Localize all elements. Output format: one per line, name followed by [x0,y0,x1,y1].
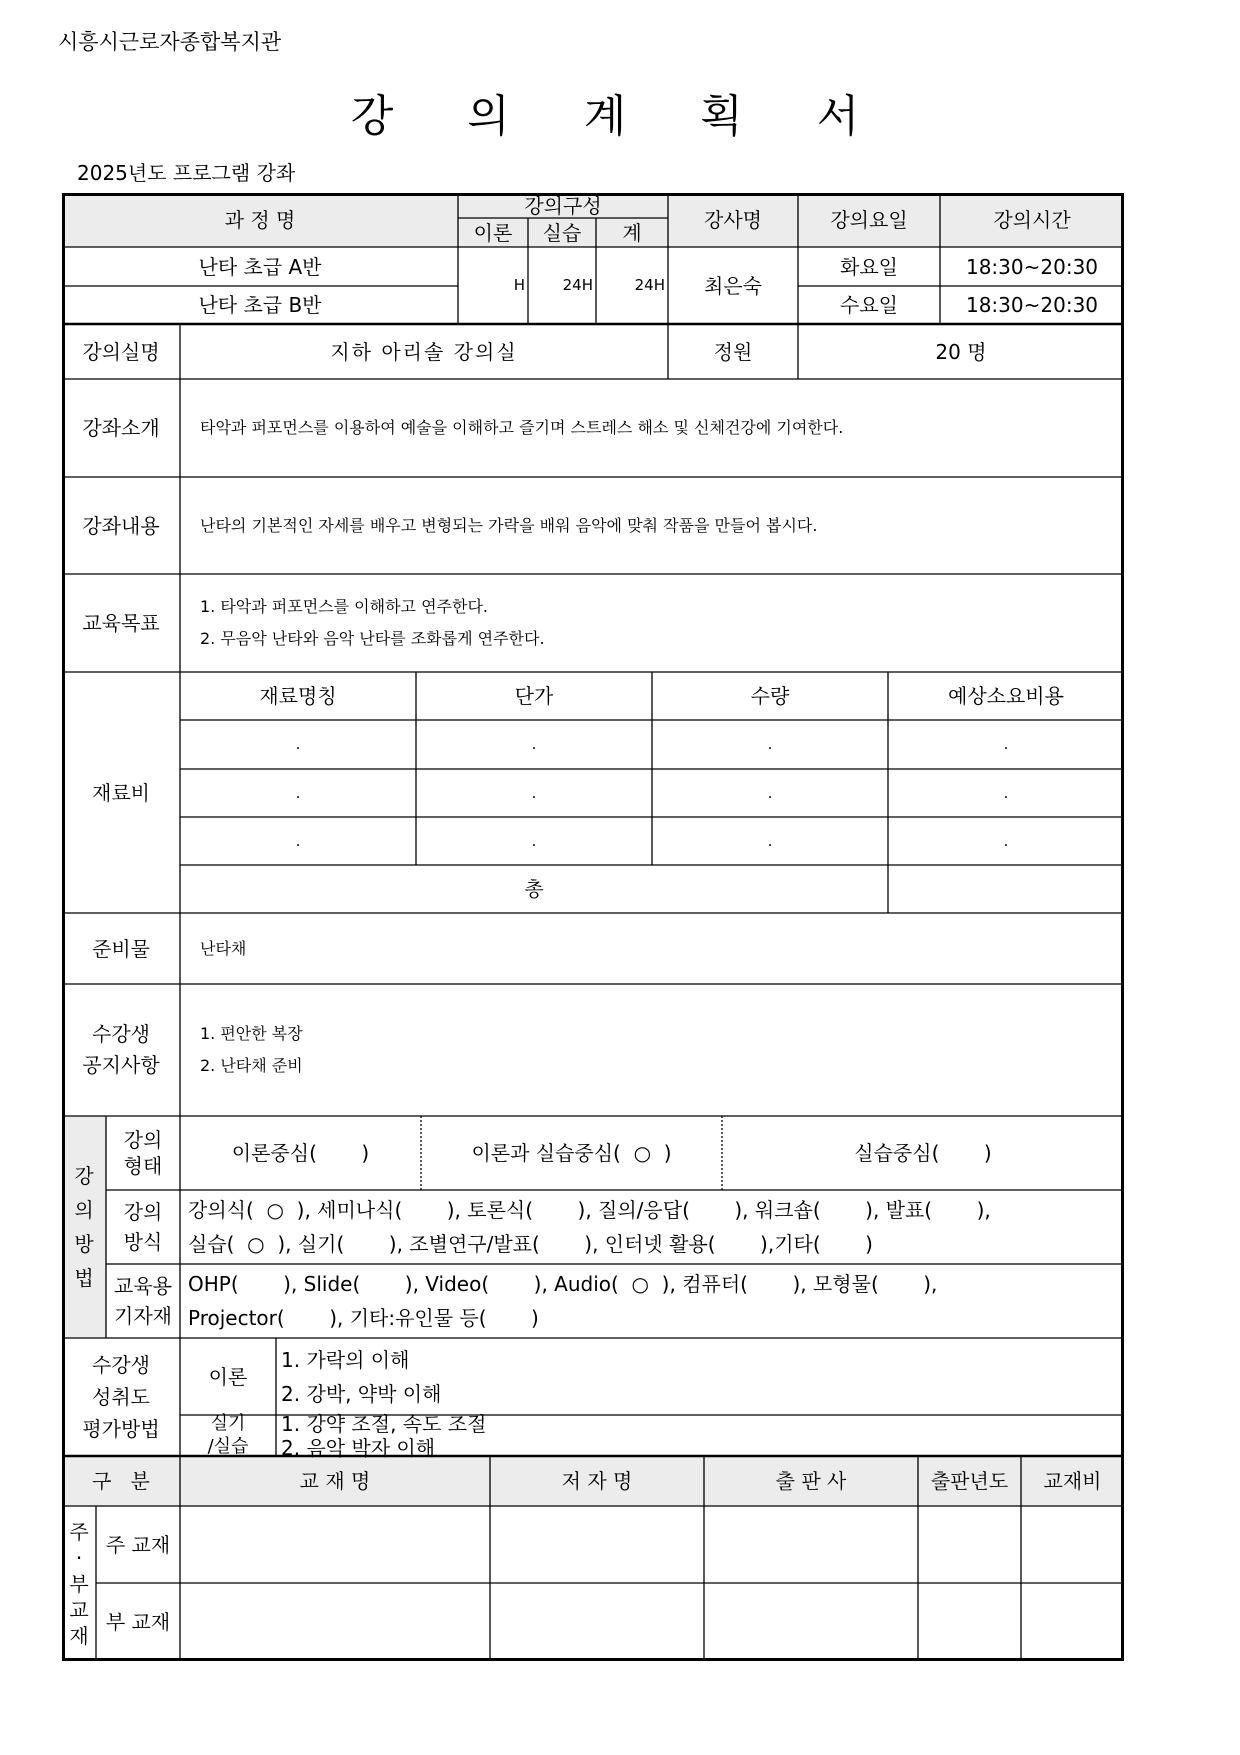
instructor-name: 최은숙 [704,273,762,298]
header-total: 계 [622,220,642,245]
goal-item: 1. 타악과 퍼포먼스를 이해하고 연주한다. [200,597,488,616]
header-theory: 이론 [473,220,513,245]
materials-cell: . [295,831,301,850]
materials-label: 재료비 [92,780,150,805]
course-time-a: 18:30~20:30 [965,254,1099,279]
notice-item: 2. 난타채 준비 [200,1056,303,1075]
course-time-b: 18:30~20:30 [965,293,1099,317]
course-name-a: 난타 초급 A반 [198,254,322,279]
capacity-label: 정원 [713,339,753,364]
method-form-label: 강의 형태 [123,1128,163,1178]
header-composition: 강의구성 [524,193,602,218]
evaluation-item: 2. 음악 박자 이해 [281,1435,436,1460]
evaluation-theory-list [281,1338,1111,1415]
prep-label: 준비물 [92,936,150,961]
form-option-practice: 실습중심( ) [854,1141,992,1165]
materials-cell: . [767,783,773,802]
course-name-b: 난타 초급 B반 [198,293,322,317]
goal-item: 2. 무음악 난타와 음악 난타를 조화롭게 연주한다. [200,629,545,648]
materials-header-name: 재료명칭 [259,684,337,708]
course-day-b: 수요일 [840,293,898,317]
textbook-header-publisher: 출 판 사 [775,1469,847,1493]
textbook-header-category: 구 분 [92,1469,150,1493]
header-instructor: 강사명 [704,208,762,232]
equipment-options: OHP( ), Slide( ), Video( ), Audio( ○ ), 컴퓨터( ), 모형물( ), Projector( ), 기타:유인물 등( ) [188,1272,938,1330]
materials-cell: . [1003,735,1009,753]
materials-cell: . [1003,783,1009,802]
content-text: 난타의 기본적인 자세를 배우고 변형되는 가락을 배워 음악에 맞춰 작품을 만들어 봅시다. [200,515,818,535]
room-value: 지하 아리솔 강의실 [330,339,518,364]
year-label: 2025년도 프로그램 강좌 [77,161,296,185]
materials-cell: . [531,735,537,753]
total-hours: 24H [634,276,665,294]
textbook-header-title: 교 재 명 [299,1469,371,1493]
materials-cell: . [767,735,773,753]
materials-cell: . [531,831,537,850]
main-textbook-label: 주 교재 [105,1532,171,1557]
theory-hours: H [513,276,525,294]
page-title: 강 의 계 획 서 [350,91,890,142]
textbook-header-cost: 교재비 [1043,1469,1102,1493]
lecture-plan-form [62,193,1124,1661]
goals-label: 교육목표 [82,611,160,635]
materials-header-unit-price: 단가 [514,684,554,708]
method-label: 강 의 방 법 [74,1164,94,1290]
materials-total-label: 총 [524,877,544,901]
notice-list [200,984,1110,1116]
header-course-name: 과 정 명 [224,208,296,232]
method-style-label: 강의 방식 [123,1200,163,1254]
materials-cell: . [531,783,537,802]
evaluation-item: 2. 강박, 약박 이해 [281,1381,442,1406]
goals-list [200,574,1110,672]
form-option-mixed: 이론과 실습중심( ○ ) [471,1141,672,1165]
textbook-header-author: 저 자 명 [561,1469,633,1493]
sub-textbook-label: 부 교재 [105,1610,171,1634]
content-label: 강좌내용 [82,513,160,538]
intro-text: 타악과 퍼포먼스를 이용하여 예술을 이해하고 즐기며 스트레스 해소 및 신체건강에 기여한다. [200,418,844,437]
organization-name: 시흥시근로자종합복지관 [58,30,282,54]
method-style-options: 강의식( ○ ), 세미나식( ), 토론식( ), 질의/응답( ), 워크숍( ), 발표( ), 실습( ○ ), 실기( ), 조별연구/발표( ), 인터넷 활용( ),기타( ) [188,1198,991,1256]
evaluation-item: 1. 강약 조절, 속도 조절 [281,1411,487,1436]
intro-label: 강좌소개 [82,416,160,440]
course-day-a: 화요일 [840,254,898,279]
equipment-label: 교육용 기자재 [114,1274,172,1328]
evaluation-theory-label: 이론 [208,1364,248,1389]
header-day: 강의요일 [830,208,908,232]
materials-cell: . [295,783,301,802]
evaluation-label: 수강생 성취도 평가방법 [82,1353,160,1441]
materials-header-quantity: 수량 [750,684,790,708]
textbook-side-label: 주 · 부 교 재 [69,1519,89,1648]
evaluation-item: 1. 가락의 이해 [281,1347,410,1372]
practice-hours: 24H [562,276,593,294]
notice-label: 수강생 공지사항 [82,1022,160,1077]
room-label: 강의실명 [82,339,160,364]
materials-cell: . [767,831,773,850]
textbook-header-year: 출판년도 [930,1469,1009,1493]
evaluation-practice-list [281,1411,1111,1460]
header-time: 강의시간 [993,208,1071,232]
form-option-theory: 이론중심( ) [231,1141,370,1165]
notice-item: 1. 편안한 복장 [200,1024,303,1043]
materials-cell: . [295,735,301,753]
prep-text: 난타채 [200,938,247,958]
capacity-value: 20 명 [935,339,987,364]
materials-cell: . [1003,831,1009,850]
evaluation-practice-label: 실기 /실습 [207,1413,249,1457]
header-practice: 실습 [542,220,582,245]
materials-header-cost: 예상소요비용 [948,684,1064,708]
